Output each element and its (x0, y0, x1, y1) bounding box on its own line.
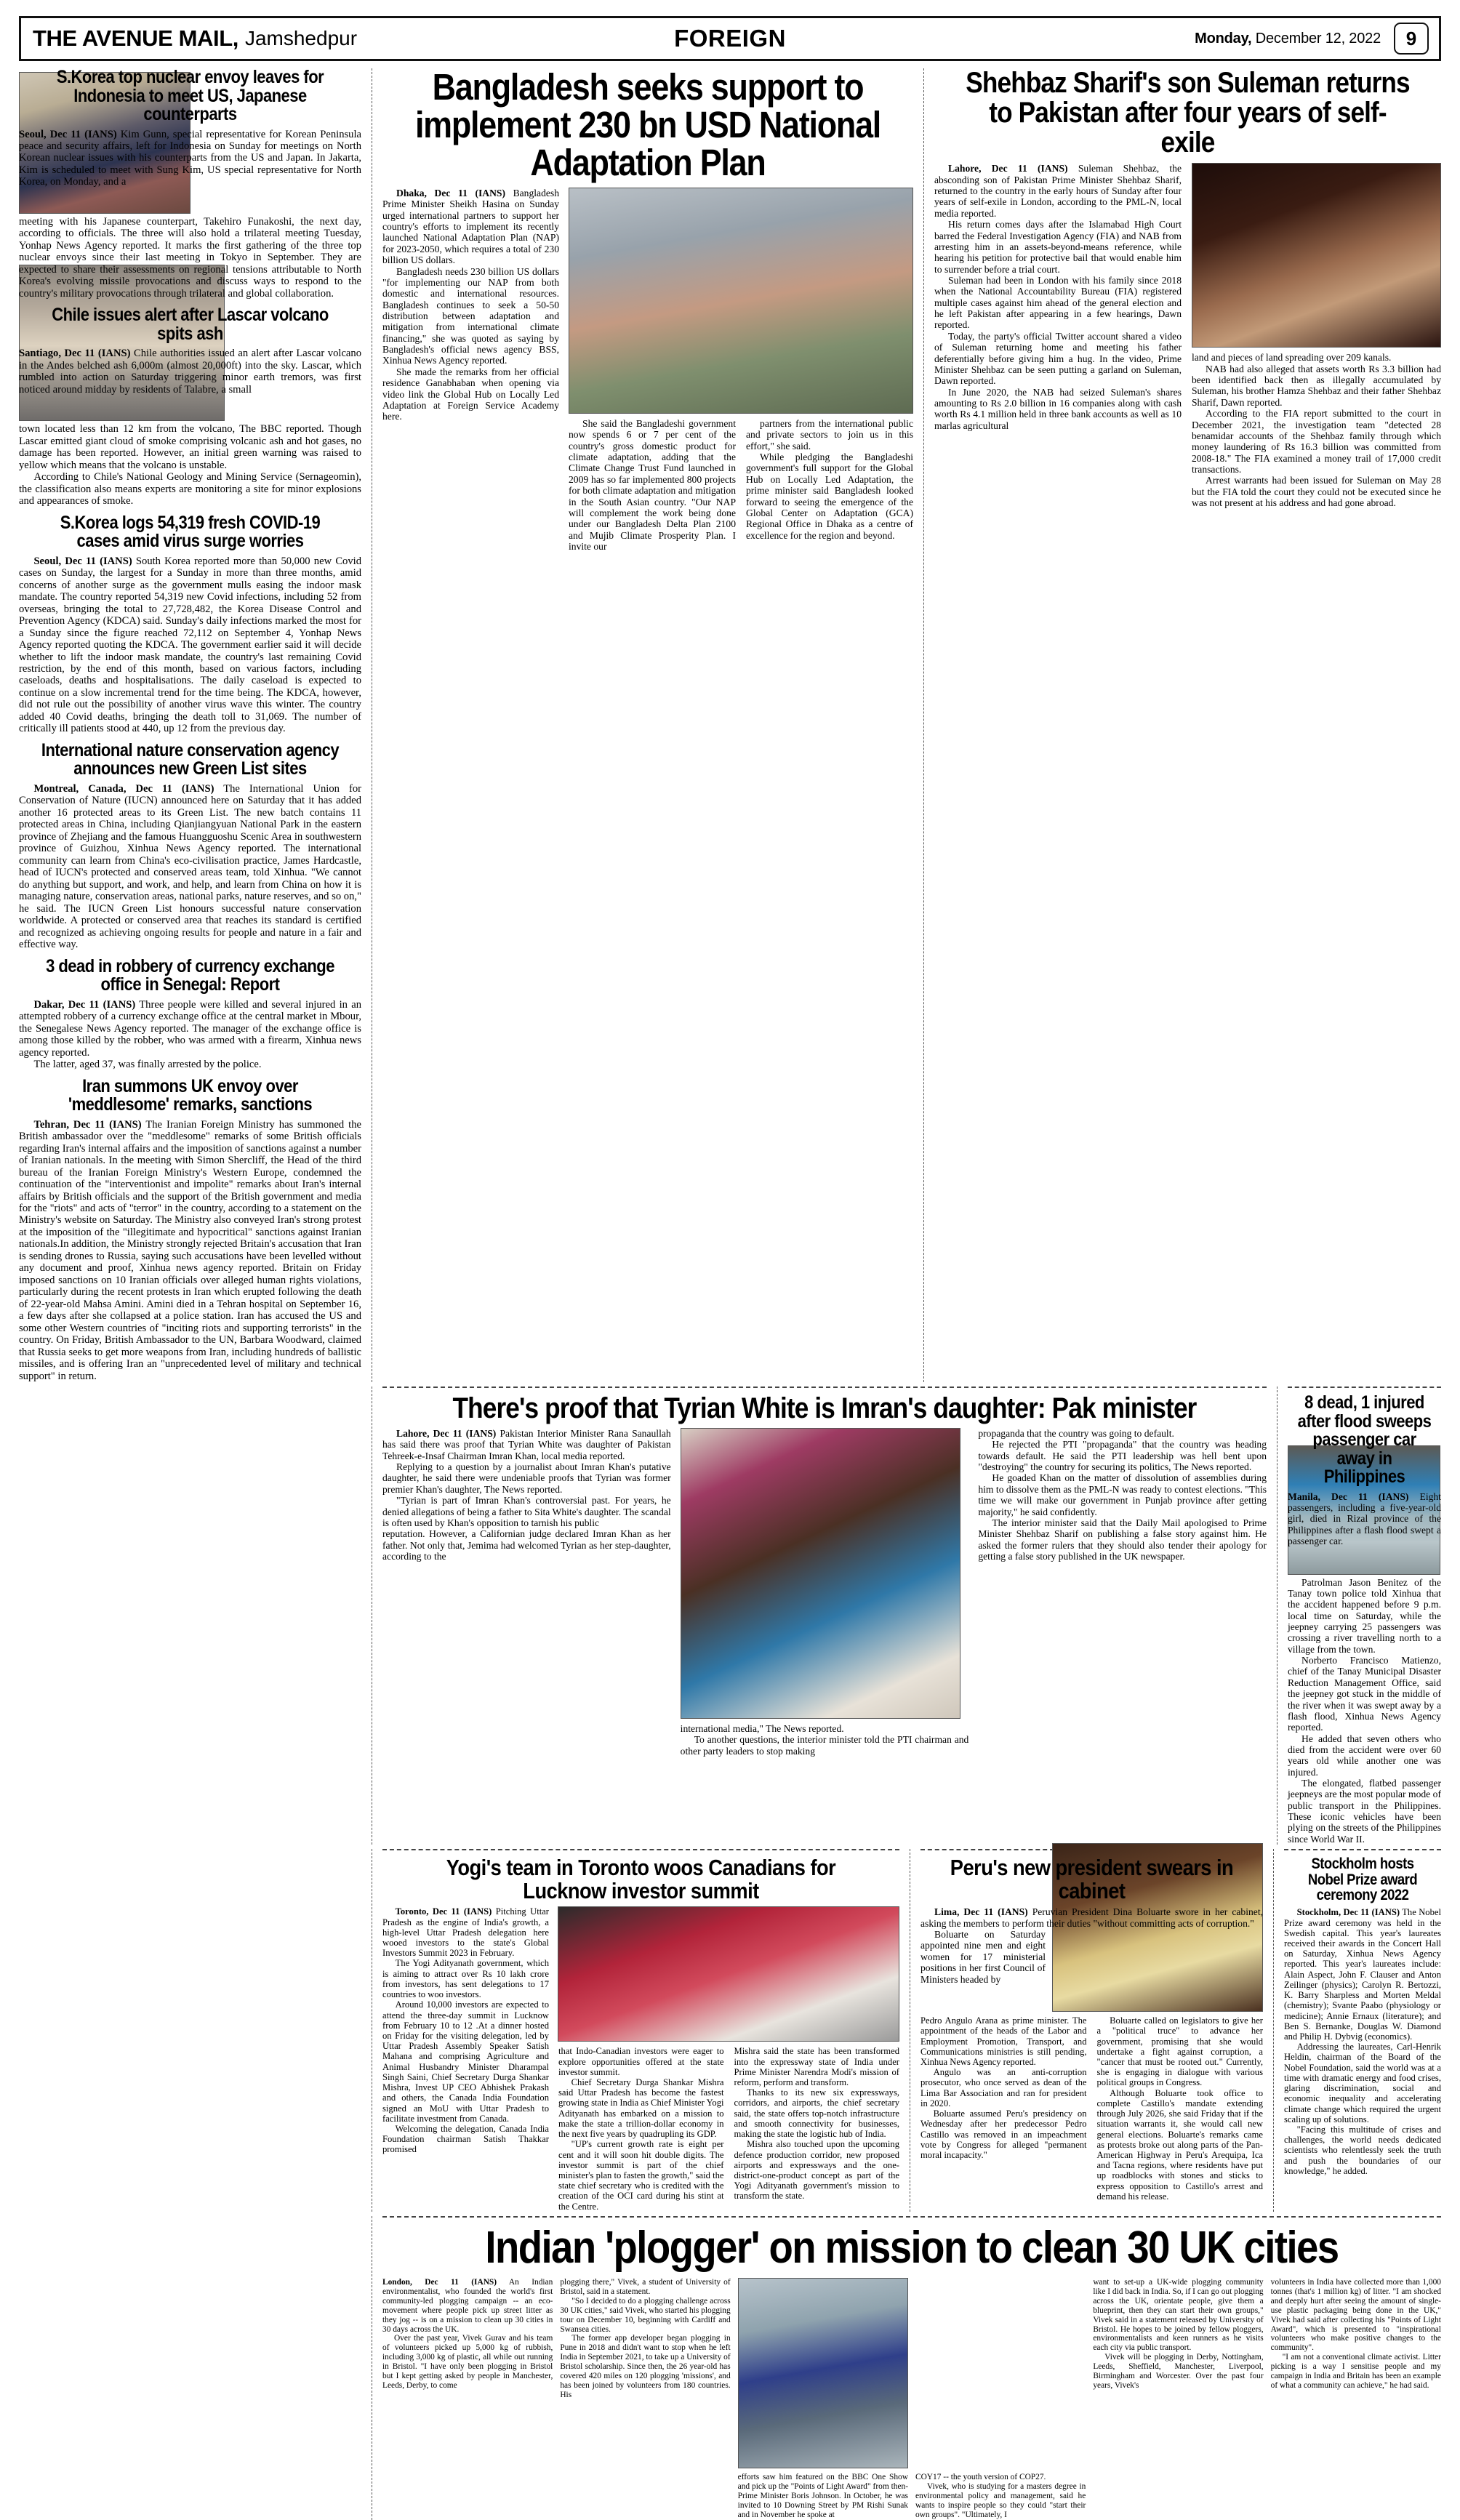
article-text: Norberto Francisco Matienzo, chief of the Tanay Municipal Disaster Reduction Management Office, said the jeepney got stuck in the middle of the river when it was swept away by a flash flood, Xinhua News Agency reported. (1288, 1655, 1441, 1733)
article-column (915, 2278, 1086, 2519)
article-column (382, 2278, 553, 2519)
article-text: "So I decided to do a plogging challenge across 30 UK cities," said Vivek, who started his plogging tour on December 10, beginning with Cardiff and Swansea cities. (560, 2296, 731, 2334)
article-text: Pakistan Interior Minister Rana Sanaullah has said there was proof that Tyrian White was daughter of Pakistan Tehreek-e-Insaf Chairman Imran Khan, local media reported. (382, 1428, 671, 1461)
photo-vivek-gurav (738, 2278, 908, 2468)
dateline: Lahore, Dec 11 (IANS) (948, 163, 1068, 174)
article-text: reputation. However, a Californian judge declared Imran Khan as her father. Not only that, Jemima had welcomed Tyrian as her step-daughter, according to the (382, 1528, 671, 1562)
publication-date (1195, 31, 1381, 47)
article-headline: Stockholm hosts Nobel Prize award ceremony 2022 (1307, 1855, 1418, 1903)
article-column (1093, 2278, 1263, 2519)
article-peru-cabinet (910, 1849, 1273, 2212)
masthead (19, 16, 1441, 61)
dateline: Montreal, Canada, Dec 11 (IANS) (33, 782, 214, 795)
article-headline: International nature conservation agency announces new Green List sites (41, 739, 340, 779)
dateline: Dhaka, Dec 11 (IANS) (396, 188, 505, 199)
article-text: plogging there," Vivek, a student of University of Bristol, said in a statement. (560, 2278, 731, 2296)
article-text: While pledging the Bangladeshi government's full support for the Global Hub on Locally Led Adaptation, the prime minister said Bangladesh looked forward to seeing the emergence of the Global Center on Adaptation (GCA) Regional Office in Dhaka as a centre of excellence for the region and beyond. (746, 452, 913, 541)
article-lead (19, 1119, 361, 1383)
article-text: Chile authorities issued an alert after Lascar volcano in the Andes belched ash 6,000m (almost 20,000ft) into the sky. Lascar, which rumbled into action on Saturday triggering minor earth tremors, was first noticed around midday by residents of Talabre, a small (19, 348, 362, 396)
page-number: 9 (1394, 23, 1429, 55)
article-column (382, 188, 559, 552)
article-text: town located less than 12 km from the volcano, The BBC reported. Though Lascar emitted giant cloud of smoke comprising volcanic ash and hot gases, no damage has been reported. However, an initial green warning was raised to yellow which means that the volcano is unstable. (19, 423, 361, 471)
article-headline: Bangladesh seeks support to implement 230 bn USD National Adaptation Plan (414, 66, 881, 184)
dateline: Lima, Dec 11 (IANS) (934, 1906, 1028, 1918)
publication-date-rest: December 12, 2022 (1251, 30, 1381, 47)
article-text: The elongated, flatbed passenger jeepneys are the most popular mode of public transport in the Philippines. These iconic vehicles have been plying on the streets of the Philippines since World War II. (1288, 1778, 1441, 1845)
article-text: Peruvian President Dina Boluarte swore in her cabinet, asking the members to perform their duties "without committing acts of corruption." (920, 1906, 1263, 1929)
left-column (19, 68, 372, 1382)
article-text: He goaded Khan on the matter of dissolution of assemblies during him to dissolve them as the PML-N was ready to contest elections. "This time we will make our government in Punjab province after getting majority," he said confidently. (978, 1472, 1267, 1517)
article-column (681, 1428, 969, 1757)
article-lead (382, 1428, 671, 1461)
article-text: Boluarte called on legislators to give her a "political truce" to advance her government, promising that she would undertake a fight against corruption, a "cancer that must be rooted out." Currently, she is engaging in dialogue with various political groups in Congress. (1096, 2015, 1263, 2088)
article-column (934, 163, 1182, 508)
article-text: Kim Gunn, special representative for Korean Peninsula peace and security affairs, left for Indonesia on Sunday for meetings on North Korean nuclear issues with his counterparts from the US and Japan. In Jakarta, Kim is scheduled to meet with Sung Kim, US special representative for North Korea, on Monday, and a (19, 128, 362, 188)
article-text: want to set-up a UK-wide plogging community like I did back in India. So, if I can go out plogging across the UK, orientate people, give them a blueprint, then they can start their own groups," Vivek said in a statement released by University of Bristol. He hopes to be joined by fellow ploggers, environmentalists and keen runners as he visits each city via public transport. (1093, 2278, 1264, 2353)
article-text: Thanks to its new six expressways, corridors, and airports, the chief secretary said, the state offers top-notch infrastructure and smooth connectivity for businesses, making the state the logistic hub of India. (734, 2087, 899, 2140)
dateline: Toronto, Dec 11 (IANS) (395, 1906, 492, 1917)
article-text: Suleman had been in London with his family since 2018 when the National Accountability Bureau (FIA) registered multiple cases against him ahead of the general election and he left Pakistan after appearing in a few hearings, Dawn reported. (934, 274, 1182, 331)
article-lead (19, 348, 361, 396)
article-text: volunteers in India have collected more than 1,000 tonnes (that's 1 million kg) of litter. "I am shocked and deeply hurt after seeing the amount of single-use plastic packaging being done in the UK," Vivek had said after collecting his "Points of Light Award", which is presented to "inspirational volunteers who make positive changes to the community". (1270, 2278, 1441, 2353)
dateline: Lahore, Dec 11 (IANS) (396, 1428, 497, 1440)
left-column-continued (19, 1387, 372, 1845)
article-column (978, 1428, 1267, 1757)
bottom-region (19, 2216, 1441, 2520)
article-text: The latter, aged 37, was finally arrested by the police. (33, 1059, 262, 1071)
top-region (19, 68, 1441, 1382)
article-text: To another questions, the interior minister told the PTI chairman and other party leaders to stop making (680, 1734, 969, 1757)
dateline: Stockholm, Dec 11 (IANS) (1296, 1907, 1400, 1918)
article-text: Eight passengers, including a five-year-old girl, died in Rizal province of the Philippines after a flash flood swept a passenger car. (1288, 1490, 1441, 1547)
article-column (569, 188, 913, 552)
article-text: An Indian environmentalist, who founded the world's first community-led plogging campaign -- an eco-movement where people pick up street litter as they jog -- is on a mission to clean up 30 cities in 30 days across the UK. (382, 2278, 553, 2334)
publication-date-day: Monday, (1195, 30, 1252, 47)
article-text: Addressing the laureates, Carl-Henrik Heldin, chairman of the Board of the Nobel Foundation, said the world was at a time with dramatic energy and food crises, glaring discrimination, social and economic inequality and accelerating climate change which required the urgent scaling up of solutions. (1284, 2042, 1441, 2124)
article-headline: Chile issues alert after Lascar volcano spits ash (52, 305, 329, 344)
article-headline: There's proof that Tyrian White is Imran's daughter: Pak minister (452, 1392, 1197, 1425)
article-bangladesh-nap (382, 68, 913, 552)
article-text: Suleman Shehbaz, the absconding son of Pakistan Prime Minister Shehbaz Sharif, returned to the country in the early hours of Sunday after four years of self-exile in London, according to the PML-N, local media reported. (934, 163, 1182, 219)
photo-suleman-shehbaz (1192, 163, 1441, 348)
lower-region (19, 1849, 1441, 2212)
article-text: "Facing this multitude of crises and challenges, the world needs dedicated scientists who relentlessly seek the truth and push the boundaries of our knowledge," he added. (1284, 2124, 1441, 2176)
article-yogi-toronto (372, 1849, 910, 2212)
article-lead (934, 163, 1182, 219)
article-text: land and pieces of land spreading over 209 kanals. (1192, 352, 1392, 364)
article-text: The former app developer began plogging in Pune in 2018 and didn't want to stop when he left India in September 2021, to take up a University of Bristol scholarship. Since then, the 26 year-old has covered 420 miles on 120 plogging 'missions', and has been joined by volunteers from 180 countries. His (560, 2334, 731, 2399)
article-plogger-uk (372, 2216, 1441, 2520)
article-column (1271, 2278, 1441, 2519)
article-skorea-covid (19, 514, 361, 735)
article-text: Three people were killed and several injured in an attempted robbery of a currency exchange office at the central market in Mbour, the Senegalese News Agency reported. The manager of the exchange office is among those killed by the robber, who was armed with a firearm, Xinhua news agency reported. (19, 998, 361, 1059)
article-iucn-greenlist (19, 739, 361, 951)
right-column (924, 68, 1441, 1382)
newspaper-city: Jamshedpur (244, 27, 358, 49)
article-tyrian-white (372, 1387, 1277, 1845)
article-text: According to Chile's National Geology and Mining Service (Sernageomin), the classification also means experts are monitoring a site for minor explosions and appearances of smoke. (19, 471, 361, 507)
article-text: COY17 -- the youth version of COP27. (915, 2473, 1046, 2482)
article-text: The Nobel Prize award ceremony was held in the Swedish capital. This year's laureates received their awards in the Concert Hall on Saturday, Xinhua News Agency reported. This year's laureates include: Alain Aspect, John F. Clauser and Anton Zeilinger (physics); Carolyn R. Bertozzi, K. Barry Sharpless and Morten Meldal (chemistry); Svante Paabo (physiology or medicine); Annie Ernaux (literature); and Ben S. Bernanke, Douglas W. Diamond and Philip H. Dybvig (economics). (1284, 1907, 1441, 2042)
article-column (382, 1906, 549, 2212)
article-headline: Yogi's team in Toronto woos Canadians for Lucknow investor summit (446, 1855, 836, 1903)
dateline: Manila, Dec 11 (IANS) (1288, 1490, 1409, 1502)
article-text: In June 2020, the NAB had seized Suleman's shares amounting to Rs 2.0 billion in 16 companies along with cash worth Rs 4.1 million held in three bank accounts as well as 10 marlas agricultural (934, 386, 1182, 431)
article-nobel-stockholm (1273, 1849, 1441, 2212)
article-column (560, 2278, 730, 2519)
article-lead (382, 1906, 549, 1958)
article-text: international media," The News reported. (680, 1723, 844, 1735)
article-column (738, 2278, 908, 2519)
article-text: Over the past year, Vivek Gurav and his team of volunteers picked up 5,000 kg of rubbish, including 3,000 kg of plastic, all while out running in Bristol. "I have only been plogging in Bristol but I kept getting asked by people in Manchester, Leeds, Derby, to come (382, 2334, 553, 2390)
article-text: The Yogi Adityanath government, which is aiming to attract over Rs 10 lakh crore from investors, has sent delegations to 17 countries to woo investors. (382, 1958, 549, 2000)
article-text: "Tyrian is part of Imran Khan's controversial past. For years, he denied allegations of being a father to Sita White's daughter. The scandal is often used by Khan's opposition to tarnish his public (382, 1495, 671, 1528)
article-text: meeting with his Japanese counterpart, Takehiro Funakoshi, the next day, according to officials. The three will also hold a trilateral meeting Tuesday, Yonhap News Agency reported. It marks the first gathering of the three top nuclear envoys since their last meeting in Tokyo in September. They are expected to share their assessments on regional tensions attributable to North Korea's evolving missile provocations and discuss ways to respond to the country's military provocations through trilateral and global collaboration. (19, 215, 361, 300)
article-text: that Indo-Canadian investors were eager to explore opportunities offered at the state investor summit. (558, 2046, 724, 2077)
article-text: Mishra also touched upon the upcoming defence production corridor, new proposed airports and expressways and the one-district-one-product concept as part of the Yogi Adityanath government's mission to transform the state. (734, 2139, 899, 2202)
article-text: partners from the international public and private sectors to join us in this effort," she said. (746, 418, 913, 452)
article-lead (19, 555, 361, 735)
article-text: According to the FIA report submitted to the court in December 2021, the investigation team "detected 28 benamidar accounts of the Shehbaz family through which money laundering of Rs 16.3 billion was committed from 2008-18." The FIA examined a money trail of 17,000 credit transactions. (1192, 408, 1441, 475)
article-text: South Korea reported more than 50,000 new Covid cases on Sunday, the largest for a Sunday in more than three months, amid concerns of another surge as the government mulls easing the indoor mask mandate. The country reported 54,319 new Covid infections, including 52 from overseas, bringing the total to 27,728,482, the Korea Disease Control and Prevention Agency (KDCA) said. Sunday's daily infections marked the most for a Sunday since the figure reached 72,112 on September 4, Yonhap News Agency reported quoting the KDCA. The government earlier said it will decide whether to lift the indoor mask mandate, the country's last remaining Covid restriction, by the end of this month, based on various factors, including caseloads, deaths and hospitalisations. The daily caseload is expected to continue on a slow incremental trend for the time being. The KDCA, however, did not rule out the possibility of another virus wave this winter. The country added 40 Covid deaths, bringing the death toll to 31,069. The number of critically ill patients stood at 440, up 12 from the previous day. (19, 555, 362, 735)
article-column (382, 1428, 671, 1757)
article-text: Pedro Angulo Arana as prime minister. The appointment of the heads of the Labor and Employment Promotion, Transport, and Communications ministries is still pending, Xinhua News Agency reported. (920, 2015, 1087, 2067)
photo-toronto-summit (558, 1906, 899, 2042)
left-column-spacer (19, 1849, 372, 2212)
article-headline: Iran summons UK envoy over 'meddlesome' remarks, sanctions (68, 1075, 313, 1115)
article-text: Today, the party's official Twitter account shared a video of Suleman returning home and meeting his father deferentially before giving him a hug. In the video, Prime Minister Shehbaz can be seen putting a garland on Suleman, Dawn reported. (934, 330, 1182, 387)
article-text: NAB had also alleged that assets worth Rs 3.3 billion had been identified back then as illegally accumulated by Suleman, his brother Hamza Shehbaz and their father Shehbaz Sharif, Dawn reported. (1192, 363, 1441, 408)
article-skorea-envoy (19, 68, 361, 300)
article-text: Bangladesh needs 230 billion US dollars "for implementing our NAP from both domestic and international resources. Bangladesh continues to seek a 50-50 distribution between adaptation and mitigation from international climate financing," she was quoted as saying by Bangladesh's official news agency BSS, Xinhua News Agency reported. (382, 265, 559, 366)
article-philippines-flood (1277, 1387, 1441, 1845)
article-headline: 8 dead, 1 injured after flood sweeps passenger car away in Philippines (1297, 1392, 1432, 1488)
article-headline: Peru's new president swears in cabinet (950, 1855, 1234, 1903)
article-shehbaz-son (934, 68, 1441, 508)
article-text: Boluarte on Saturday appointed nine men and eight women for 17 ministerial positions in her first Council of Ministers headed by (920, 1929, 1046, 1985)
article-headline: Shehbaz Sharif's son Suleman returns to Pakistan after four years of self-exile (966, 67, 1410, 158)
article-text: The Iranian Foreign Ministry has summoned the British ambassador over the "meddlesome" remarks of some British officials regarding Iran's internal affairs and the imposition of sanctions against a number of Iranian nationals. In the meeting with Simon Shercliff, the Head of the third bureau of the Iranian Foreign Ministry's Western Europe, condemned the continuation of the "interventionist and impolite" remarks about Iran's internal affairs by British officials and the support of the British government and media for the "riots" and acts of "terror" in the country, according to a statement on the Ministry's website on Saturday. The Ministry also conveyed Iran's strong protest at the imposition of the "illegitimate and hypocritical" sanctions against Iranian nationals.In addition, the Ministry strongly rejected Britain's accusation that Iran is sending drones to Russia, saying such accusations have been levelled without any document and proof, Xinhua news agency reported. Britain on Friday imposed sanctions on 10 Iranian officials over alleged human rights violations, particularly during the recent protests in Iran which erupted following the death of 22-year-old Mahsa Amini. Amini died in a Tehran hospital on September 16, a few days after she collapsed at a police station. Iran has accused the US and some other Western countries of "inciting riots and supporting terrorists" in the country. On Friday, British Ambassador to the UN, Barbara Woodward, claimed that Russia seeks to get more weapons from Iran, including hundreds of ballistic missiles, and is offering Iran an "unprecedented level of military and technical support" in return. (19, 1118, 361, 1382)
article-headline: 3 dead in robbery of currency exchange office in Senegal: Report (46, 955, 334, 995)
article-text: Although Boluarte took office to complete Castillo's mandate extending through July 2026, she said Friday that if the situation warrants it, she would call new general elections. Boluarte's remarks came as protests broke out along parts of the Pan-American Highway in Peru's Arequipa, Ica and Tacna regions, where residents have put up roadblocks with stones and sticks to express opposition to Castillo's arrest and demand his release. (1096, 2087, 1263, 2202)
article-chile-volcano (19, 306, 361, 507)
article-text: "UP's current growth rate is eight per cent and it will soon hit double digits. The investor summit is part of the chief minister's plan to fasten the growth," said the state chief secretary who is credited with the creation of the OCI card during his stint at the Centre. (558, 2139, 724, 2212)
article-lead (19, 999, 361, 1059)
article-lead (920, 1906, 1263, 1929)
article-lead (19, 783, 361, 951)
article-text: His return comes days after the Islamabad High Court barred the Federal Investigation Agency (FIA) and NAB from arresting him in an assets-beyond-means reference, while hearing his petition for protective bail that would enable him to surrender before a trial court. (934, 219, 1182, 275)
article-text: He added that seven others who died from the accident were over 60 years old while another one was injured. (1288, 1733, 1441, 1778)
article-text: Around 10,000 investors are expected to attend the three-day summit in Lucknow from February 10 to 12 .At a dinner hosted on Friday for the visiting delegation, led by Uttar Pradesh Assembly Speaker Satish Mahana and comprising Agriculture and Animal Husbandry Minister Dharampal Singh Saini, Chief Secretary Durga Shankar Mishra, Invest UP CEO Abhishek Prakash and others, the Canada India Foundation signed an MoU with Uttar Pradesh to facilitate investment from Canada. (382, 1999, 549, 2124)
article-text: Boluarte assumed Peru's presidency on Wednesday after her predecessor Pedro Castillo was removed in an impeachment vote by Congress for alleged "permanent moral incapacity." (920, 2108, 1087, 2160)
dateline: Seoul, Dec 11 (IANS) (19, 128, 117, 140)
article-headline: Indian 'plogger' on mission to clean 30 UK cities (485, 2222, 1339, 2273)
article-text: Patrolman Jason Benitez of the Tanay town police told Xinhua that the accident happened before 9 p.m. local time on Saturday, while the jeepney carrying 25 passengers was crossing a river travelling north to a village from the town. (1288, 1576, 1441, 1655)
article-headline: S.Korea logs 54,319 fresh COVID-19 cases amid virus surge worries (60, 512, 321, 552)
article-text: Welcoming the delegation, Canada India Foundation chairman Satish Thakkar promised (382, 2123, 549, 2155)
article-lead (382, 2278, 553, 2334)
article-senegal-robbery (19, 955, 361, 1071)
article-column (1192, 163, 1441, 508)
article-lead (382, 188, 559, 266)
dateline: Seoul, Dec 11 (IANS) (33, 555, 132, 567)
dateline: London, Dec 11 (IANS) (382, 2278, 497, 2287)
photo-sheikh-hasina (569, 188, 913, 414)
article-text: Angulo was an anti-corruption prosecutor, who once served as dean of the Lima Bar Association and ran for president in 2020. (920, 2067, 1087, 2108)
photo-rana-sanaullah (681, 1428, 960, 1719)
article-text: "I am not a conventional climate activist. Litter picking is a way I sensitise people and my campaign in India and Britain has been an example of what a community can achieve," he had said. (1270, 2353, 1441, 2390)
article-text: Bangladesh Prime Minister Sheikh Hasina on Sunday urged international partners to support her country's efforts to implement its recently launched National Adaptation Plan (NAP) for 2023-2050, which requires a total of 230 billion US dollars. (382, 188, 559, 266)
article-text: Chief Secretary Durga Shankar Mishra said Uttar Pradesh has become the fastest growing state in India as Chief Minister Yogi Adityanath has embarked on a mission to make the state a trillion-dollar economy in the next five years by quadrupling its GDP. (558, 2077, 724, 2140)
middle-region (19, 1387, 1441, 1845)
article-text: The International Union for Conservation of Nature (IUCN) announced here on Saturday that it has added another 16 protected areas to its Green List. The new batch contains 11 protected areas in China, including Qianjiangyuan National Park in the eastern province of Zhejiang and the famous Huangguoshu Scenic Area in southwestern province of Guizhou, Xinhua News Agency reported. The international community can learn from China's eco-civilisation practice, James Hardcastle, head of IUCN's protected and conserved areas team, told Xinhua. "We cannot do anything but support, and work, and help, and learn from China on how it is managing nature, conservation areas, national parks, nature reserves, and so on," he said. The IUCN Green List honours successful nature conservation worldwide. A protected or conserved area that reaches its standard is certified and recognized as achieving ongoing results for people and nature in a fair and effective way. (19, 782, 361, 951)
article-text: Arrest warrants had been issued for Suleman on May 28 but the FIA told the court they could not be executed since he was not present at his address and had gone abroad. (1192, 475, 1441, 509)
article-text: He rejected the PTI "propaganda" that the country was heading towards default. He said the PTI leadership was hell bent upon "destroying" the country for securing its politics, The News reported. (978, 1439, 1267, 1473)
center-column (372, 68, 924, 1382)
article-text: The interior minister said that the Daily Mail apologised to Prime Minister Shehbaz Sharif on publishing a false story against him. He asked the former rulers that they should also tender their apology for getting a false story published in the UK newspaper. (978, 1517, 1267, 1562)
dateline: Tehran, Dec 11 (IANS) (33, 1118, 142, 1131)
article-iran-uk-envoy (19, 1075, 361, 1383)
newspaper-title: THE AVENUE MAIL, (33, 25, 238, 51)
article-headline: S.Korea top nuclear envoy leaves for Indonesia to meet US, Japanese counterparts (56, 67, 324, 124)
article-text: Mishra said the state has been transformed into the expressway state of India under Prime Minister Narendra Modi's mission of reform, perform and transform. (734, 2046, 899, 2088)
dateline: Dakar, Dec 11 (IANS) (33, 998, 136, 1011)
article-text: Vivek will be plogging in Derby, Nottingham, Leeds, Sheffield, Manchester, Liverpool, Birmingham and Worcester. Over the past four years, Vivek's (1093, 2353, 1264, 2390)
article-text: propaganda that the country was going to default. (978, 1428, 1174, 1440)
article-text: Vivek, who is studying for a masters degree in environmental policy and management, said he wants to inspire people so they could "start their own groups". "Ultimately, I (915, 2482, 1086, 2519)
article-text: She said the Bangladeshi government now spends 6 or 7 per cent of the country's gross domestic product for climate adaptation, adding that the Climate Change Trust Fund launched in 2009 has so far implemented 800 projects for both climate adaptation and mitigation in the South Asian country. "Our NAP will complement the work being done under our Bangladesh Delta Plan 2100 and Mujib Climate Prosperity Plan. I invite our (569, 418, 736, 552)
article-text: Pitching Uttar Pradesh as the engine of India's growth, a high-level Uttar Pradesh delegation here wooed investors to the state's Global Investors Summit 2023 in February. (382, 1906, 549, 1959)
article-text: Replying to a question by a journalist about Imran Khan's putative daughter, he said there were undeniable proofs that Tyrian was former premier Khan's daughter, The News reported. (382, 1461, 671, 1495)
article-text: She made the remarks from her official residence Ganabhaban when opening via video link the Global Hub on Locally Led Adaptation at Foreign Service Academy here. (382, 366, 559, 422)
left-column-spacer-2 (19, 2216, 372, 2520)
article-lead (1284, 1907, 1441, 2042)
dateline: Santiago, Dec 11 (IANS) (19, 348, 131, 360)
article-text: efforts saw him featured on the BBC One Show and pick up the "Points of Light Award" from then-Prime Minister Boris Johnson. In October, he was invited to 10 Downing Street by PM Rishi Sunak and in November he spoke at (737, 2473, 908, 2519)
section-title: FOREIGN (674, 25, 786, 52)
masthead-right (1195, 23, 1429, 55)
article-column (558, 1906, 899, 2212)
